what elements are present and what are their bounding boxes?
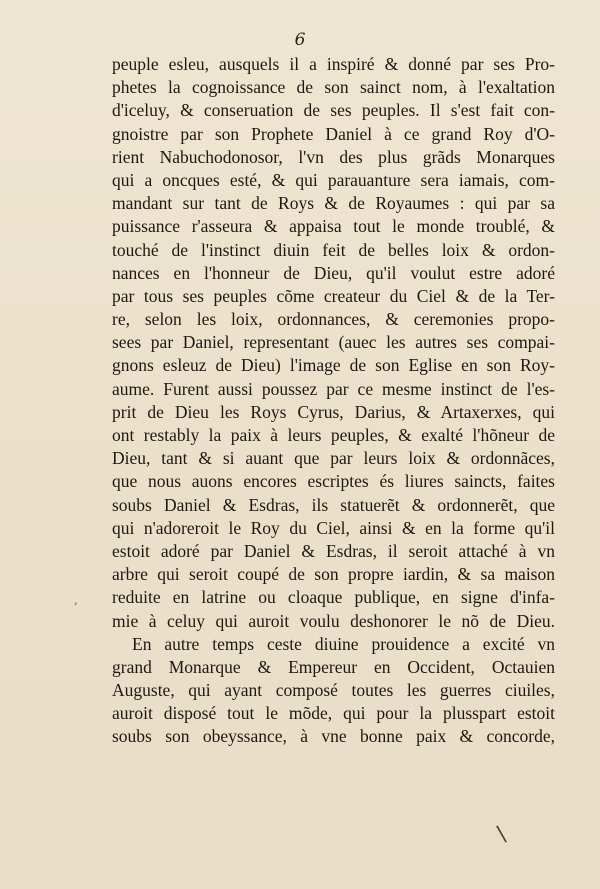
text-line: soubs Daniel & Esdras, ils statuerẽt & ordonnerẽt, que — [112, 494, 555, 515]
text-line: soubs son obeyssance, à vne bonne paix & concorde, — [112, 726, 555, 747]
text-line: mie à celuy qui auroit voulu deshonorer le nõ de Dieu. — [112, 610, 555, 631]
text-line: mandant sur tant de Roys & de Royaumes : qui par sa — [112, 193, 555, 214]
text-line: phetes la cognoissance de son sainct nom, à l'exaltation — [112, 77, 555, 98]
page-number: 6 — [294, 30, 306, 50]
text-line: ont restably la paix à leurs peuples, & exalté l'hõneur de — [112, 425, 555, 445]
text-line: nances en l'honneur de Dieu, qu'il voulut estre adoré — [112, 262, 555, 283]
text-line: rient Nabuchodonosor, l'vn des plus grãds Monarques — [112, 146, 555, 167]
text-line: grand Monarque & Empereur en Occident, Octauien — [112, 656, 555, 677]
text-line: re, selon les loix, ordonnances, & ceremonies propo- — [112, 309, 555, 330]
text-line: sees par Daniel, representant (auec les autres ses compai- — [112, 332, 555, 353]
text-line: qui a oncques esté, & qui parauanture sera iamais, com- — [112, 169, 555, 190]
text-line: qui n'adoreroit le Roy du Ciel, ainsi & en la forme qu'il — [112, 517, 555, 538]
text-line: par tous ses peuples cõme createur du Ciel & de la Ter- — [112, 285, 555, 306]
text-line: gnons esleuz de Dieu) l'image de son Eglise en son Roy- — [112, 355, 555, 376]
text-line: Auguste, qui ayant composé toutes les guerres ciuiles, — [112, 680, 555, 701]
text-line: Dieu, tant & si auant que par leurs loix & ordonnãces, — [112, 448, 555, 469]
text-line: que nous auons encores escriptes és liures saincts, faites — [112, 471, 555, 492]
paragraph-first-line: En autre temps ceste diuine prouidence a excité vn — [132, 633, 555, 654]
text-line: aume. Furent aussi poussez par ce mesme instinct de l'es- — [112, 378, 555, 399]
text-line: prit de Dieu les Roys Cyrus, Darius, & Artaxerxes, qui — [112, 401, 555, 422]
text-line: reduite en latrine ou cloaque publique, en signe d'infa- — [112, 587, 555, 608]
text-line: gnoistre par son Prophete Daniel à ce grand Roy d'O- — [112, 123, 555, 144]
margin-mark: , — [74, 593, 78, 607]
text-line: estoit adoré par Daniel & Esdras, il seroit attaché à vn — [112, 540, 555, 561]
pencil-mark: \ — [495, 821, 508, 848]
text-line: auroit disposé tout le mõde, qui pour la plusspart estoit — [112, 703, 555, 724]
text-line: peuple esleu, ausquels il a inspiré & donné par ses Pro- — [112, 54, 555, 74]
text-line: touché de l'instinct diuin feit de belles loix & ordon- — [112, 239, 555, 260]
text-line: d'iceluy, & conseruation de ses peuples. Il s'est fait con- — [112, 100, 555, 121]
body-text — [112, 53, 555, 749]
text-line: puissance r'asseura & appaisa tout le monde troublé, & — [112, 216, 555, 237]
text-line: arbre qui seroit coupé de son propre iardin, & sa maison — [112, 564, 555, 585]
